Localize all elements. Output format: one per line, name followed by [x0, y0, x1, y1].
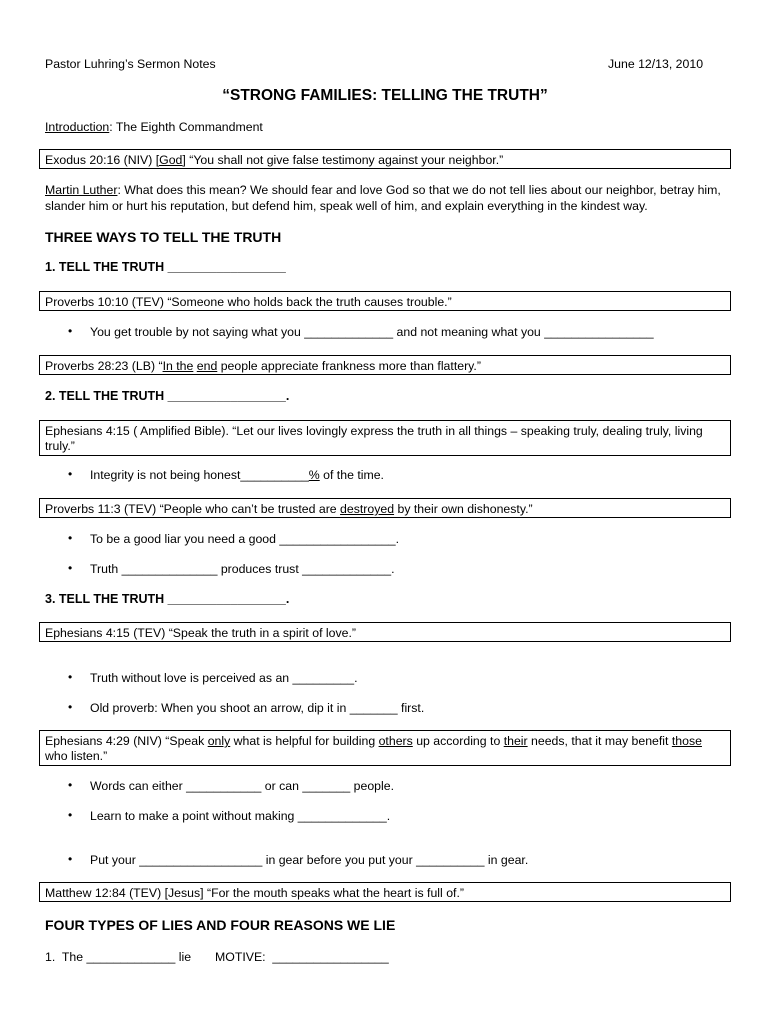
verse-box-proverbs-11-3: [39, 498, 731, 518]
verse-box-ephesians-4-15-amplified: Ephesians 4:15 ( Amplified Bible). “Let our lives lovingly express the truth in all things – speaking truly, dealing truly, living truly.”: [39, 420, 731, 456]
bullet-truth-without-love: Truth without love is perceived as an _________.: [90, 671, 358, 685]
verse-text: “You shall not give false testimony against your neighbor.”: [185, 153, 504, 167]
point-1-heading: 1. TELL THE TRUTH _________________: [45, 260, 286, 274]
verse-speaker: [God]: [155, 153, 186, 167]
bullet-words: Words can either ___________ or can _______ people.: [90, 779, 395, 793]
verse-underlined: those: [671, 734, 702, 748]
verse-box-proverbs-10-10: Proverbs 10:10 (TEV) “Someone who holds back the truth causes trouble.”: [39, 291, 731, 311]
verse-box-ephesians-4-15-tev: Ephesians 4:15 (TEV) “Speak the truth in a spirit of love.”: [39, 622, 731, 642]
verse-underlined: others: [378, 734, 413, 748]
bullet-trouble: You get trouble by not saying what you _____________ and not meaning what you ________________: [90, 325, 654, 339]
verse-text: Proverbs 11:3 (TEV) “People who can’t be trusted are: [45, 502, 341, 516]
section-heading-three-ways: THREE WAYS TO TELL THE TRUTH: [45, 229, 282, 245]
header-left: Pastor Luhring’s Sermon Notes: [45, 57, 216, 71]
bullet-integrity: [90, 468, 384, 482]
verse-box-matthew-12-84: Matthew 12:84 (TEV) [Jesus] “For the mouth speaks what the heart is full of.”: [39, 882, 731, 902]
introduction-text: : The Eighth Commandment: [109, 120, 263, 134]
bullet-icon: •: [68, 670, 73, 684]
luther-label: Martin Luther: [45, 183, 118, 197]
verse-underlined: end: [196, 359, 218, 373]
bullet-icon: •: [68, 324, 73, 338]
verse-text: by their own dishonesty.”: [394, 502, 533, 516]
bullet-old-proverb: Old proverb: When you shoot an arrow, dip it in _______ first.: [90, 701, 425, 715]
verse-ref: Exodus 20:16 (NIV): [45, 153, 156, 167]
luther-paragraph: [45, 182, 735, 214]
bullet-percent: %: [308, 468, 320, 482]
bullet-text: of the time.: [319, 468, 384, 482]
verse-underlined: only: [207, 734, 231, 748]
luther-text: : What does this mean? We should fear and love God so that we do not tell lies about our neighbor, betray him, slander him or hurt his reputation, but defend him, speak well of him, and explain everything in the kindest way.: [45, 183, 721, 213]
verse-underlined: destroyed: [340, 502, 395, 516]
bullet-icon: •: [68, 561, 73, 575]
bullet-icon: •: [68, 700, 73, 714]
bullet-icon: •: [68, 852, 73, 866]
bullet-icon: •: [68, 531, 73, 545]
verse-underlined: their: [503, 734, 528, 748]
verse-text: what is helpful for building: [230, 734, 379, 748]
point-3-heading: 3. TELL THE TRUTH _________________.: [45, 592, 290, 606]
bullet-icon: •: [68, 808, 73, 822]
bullet-truth-trust: Truth ______________ produces trust _____________.: [90, 562, 395, 576]
verse-text: up according to: [412, 734, 504, 748]
verse-text: Proverbs 28:23 (LB) “: [45, 359, 163, 373]
verse-underlined: In the: [162, 359, 194, 373]
bullet-put-your: Put your __________________ in gear before you put your __________ in gear.: [90, 853, 529, 867]
bullet-icon: •: [68, 778, 73, 792]
point-2-heading: 2. TELL THE TRUTH _________________.: [45, 389, 290, 403]
verse-text: needs, that it may benefit: [527, 734, 672, 748]
introduction: [45, 120, 263, 134]
page-title: “STRONG FAMILIES: TELLING THE TRUTH”: [222, 87, 548, 104]
bullet-good-liar: To be a good liar you need a good _________________.: [90, 532, 400, 546]
verse-box-ephesians-4-29: [39, 730, 731, 766]
verse-box-exodus: [39, 149, 731, 169]
verse-text: people appreciate frankness more than flattery.”: [217, 359, 481, 373]
bullet-icon: •: [68, 467, 73, 481]
bullet-text: Integrity is not being honest__________: [90, 468, 309, 482]
section-heading-four-types: FOUR TYPES OF LIES AND FOUR REASONS WE LIE: [45, 917, 396, 933]
header-date: June 12/13, 2010: [608, 57, 704, 71]
bullet-make-point: Learn to make a point without making _____________.: [90, 809, 391, 823]
verse-text: who listen.”: [45, 749, 108, 763]
introduction-label: Introduction: [45, 120, 110, 134]
lie-1-line: 1. The _____________ lie MOTIVE: _________________: [45, 950, 389, 964]
verse-text: Ephesians 4:29 (NIV) “Speak: [45, 734, 208, 748]
verse-box-proverbs-28-23: [39, 355, 731, 375]
